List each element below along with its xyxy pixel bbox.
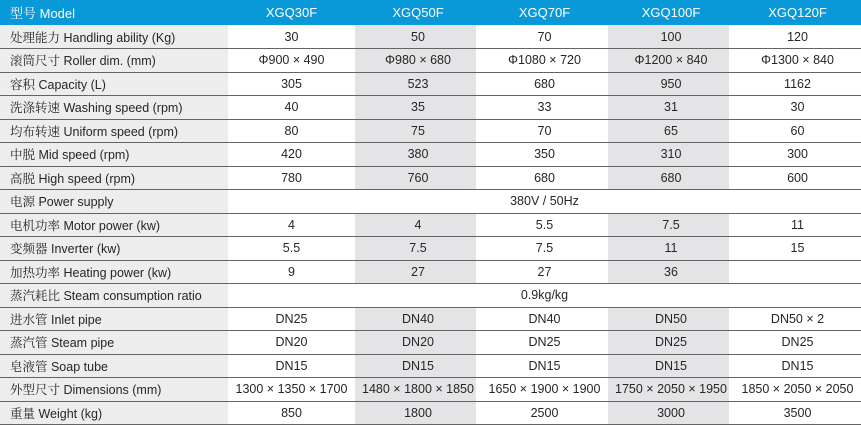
value-cell: 7.5 xyxy=(481,237,608,261)
value-cell: DN15 xyxy=(734,354,861,378)
value-cell: DN50 xyxy=(608,307,734,331)
value-cell: 15 xyxy=(734,237,861,261)
value-cell: 40 xyxy=(228,96,355,120)
row-mid-speed xyxy=(0,143,861,167)
value-cell: 11 xyxy=(608,237,734,261)
row-steam-pipe xyxy=(0,331,861,355)
value-cell: Φ980 × 680 xyxy=(355,49,481,73)
value-cell: 2500 xyxy=(481,401,608,425)
row-power-supply xyxy=(0,190,861,214)
row-weight xyxy=(0,401,861,425)
value-cell: DN25 xyxy=(608,331,734,355)
value-cell xyxy=(734,260,861,284)
value-cell: 310 xyxy=(608,143,734,167)
value-cell: DN15 xyxy=(608,354,734,378)
value-cell: 33 xyxy=(481,96,608,120)
value-cell: 850 xyxy=(228,401,355,425)
value-cell: 30 xyxy=(734,96,861,120)
row-label: 皂液管 Soap tube xyxy=(0,354,228,378)
value-cell: 5.5 xyxy=(481,213,608,237)
value-cell: 1162 xyxy=(734,72,861,96)
value-cell: 350 xyxy=(481,143,608,167)
value-cell: 31 xyxy=(608,96,734,120)
value-cell: 36 xyxy=(608,260,734,284)
value-cell: DN50 × 2 xyxy=(734,307,861,331)
row-label: 蒸汽管 Steam pipe xyxy=(0,331,228,355)
value-cell: DN20 xyxy=(355,331,481,355)
value-cell: 305 xyxy=(228,72,355,96)
value-cell: 680 xyxy=(608,166,734,190)
row-label: 电机功率 Motor power (kw) xyxy=(0,213,228,237)
value-cell: 7.5 xyxy=(355,237,481,261)
value-cell: 950 xyxy=(608,72,734,96)
row-label: 中脱 Mid speed (rpm) xyxy=(0,143,228,167)
value-cell: Φ1300 × 840 xyxy=(734,49,861,73)
value-cell: Φ900 × 490 xyxy=(228,49,355,73)
value-cell: DN40 xyxy=(355,307,481,331)
value-cell: 65 xyxy=(608,119,734,143)
value-cell: 680 xyxy=(481,166,608,190)
row-motor-power xyxy=(0,213,861,237)
row-label: 变频器 Inverter (kw) xyxy=(0,237,228,261)
value-cell: 1850 × 2050 × 2050 xyxy=(734,378,861,402)
row-label: 进水管 Inlet pipe xyxy=(0,307,228,331)
row-roller-dim xyxy=(0,49,861,73)
row-steam-consumption xyxy=(0,284,861,308)
row-capacity xyxy=(0,72,861,96)
value-cell: 4 xyxy=(228,213,355,237)
row-label: 洗涤转速 Washing speed (rpm) xyxy=(0,96,228,120)
value-cell: 70 xyxy=(481,25,608,49)
row-label: 滚筒尺寸 Roller dim. (mm) xyxy=(0,49,228,73)
value-cell: DN20 xyxy=(228,331,355,355)
value-cell: 1800 xyxy=(355,401,481,425)
row-inverter xyxy=(0,237,861,261)
value-cell: Φ1200 × 840 xyxy=(608,49,734,73)
row-handling-ability xyxy=(0,25,861,49)
value-cell: 100 xyxy=(608,25,734,49)
header-label-cell: 型号 Model xyxy=(0,0,228,25)
row-label: 加热功率 Heating power (kw) xyxy=(0,260,228,284)
value-cell: 27 xyxy=(481,260,608,284)
value-cell: 60 xyxy=(734,119,861,143)
header-model-xgq100f: XGQ100F xyxy=(608,0,734,25)
value-cell: DN25 xyxy=(734,331,861,355)
row-label: 电源 Power supply xyxy=(0,190,228,214)
value-cell: 70 xyxy=(481,119,608,143)
row-label: 重量 Weight (kg) xyxy=(0,401,228,425)
value-cell: 680 xyxy=(481,72,608,96)
row-label: 蒸汽耗比 Steam consumption ratio xyxy=(0,284,228,308)
header-row xyxy=(0,0,861,25)
value-cell: 380 xyxy=(355,143,481,167)
row-heating-power xyxy=(0,260,861,284)
value-cell: 9 xyxy=(228,260,355,284)
span-value-cell: 380V / 50Hz xyxy=(228,190,861,214)
row-inlet-pipe xyxy=(0,307,861,331)
value-cell: DN25 xyxy=(481,331,608,355)
row-label: 容积 Capacity (L) xyxy=(0,72,228,96)
value-cell: Φ1080 × 720 xyxy=(481,49,608,73)
value-cell: 50 xyxy=(355,25,481,49)
value-cell: 75 xyxy=(355,119,481,143)
value-cell: 27 xyxy=(355,260,481,284)
value-cell: 300 xyxy=(734,143,861,167)
row-label: 高脱 High speed (rpm) xyxy=(0,166,228,190)
value-cell: 80 xyxy=(228,119,355,143)
span-value-cell: 0.9kg/kg xyxy=(228,284,861,308)
row-soap-tube xyxy=(0,354,861,378)
value-cell: 1650 × 1900 × 1900 xyxy=(481,378,608,402)
row-label: 均布转速 Uniform speed (rpm) xyxy=(0,119,228,143)
header-model-xgq120f: XGQ120F xyxy=(734,0,861,25)
value-cell: 120 xyxy=(734,25,861,49)
row-label: 外型尺寸 Dimensions (mm) xyxy=(0,378,228,402)
value-cell: 7.5 xyxy=(608,213,734,237)
value-cell: 523 xyxy=(355,72,481,96)
row-dimensions xyxy=(0,378,861,402)
row-label: 处理能力 Handling ability (Kg) xyxy=(0,25,228,49)
value-cell: 11 xyxy=(734,213,861,237)
value-cell: 1300 × 1350 × 1700 xyxy=(228,378,355,402)
header-model-xgq30f: XGQ30F xyxy=(228,0,355,25)
value-cell: 1480 × 1800 × 1850 xyxy=(355,378,481,402)
value-cell: 3500 xyxy=(734,401,861,425)
value-cell: 4 xyxy=(355,213,481,237)
value-cell: DN25 xyxy=(228,307,355,331)
value-cell: 760 xyxy=(355,166,481,190)
value-cell: 780 xyxy=(228,166,355,190)
value-cell: 3000 xyxy=(608,401,734,425)
row-high-speed xyxy=(0,166,861,190)
row-uniform-speed xyxy=(0,119,861,143)
value-cell: DN15 xyxy=(228,354,355,378)
header-model-xgq50f: XGQ50F xyxy=(355,0,481,25)
value-cell: DN40 xyxy=(481,307,608,331)
value-cell: 30 xyxy=(228,25,355,49)
value-cell: DN15 xyxy=(355,354,481,378)
value-cell: 1750 × 2050 × 1950 xyxy=(608,378,734,402)
value-cell: 420 xyxy=(228,143,355,167)
value-cell: 35 xyxy=(355,96,481,120)
row-washing-speed xyxy=(0,96,861,120)
header-model-xgq70f: XGQ70F xyxy=(481,0,608,25)
value-cell: 600 xyxy=(734,166,861,190)
value-cell: DN15 xyxy=(481,354,608,378)
value-cell: 5.5 xyxy=(228,237,355,261)
